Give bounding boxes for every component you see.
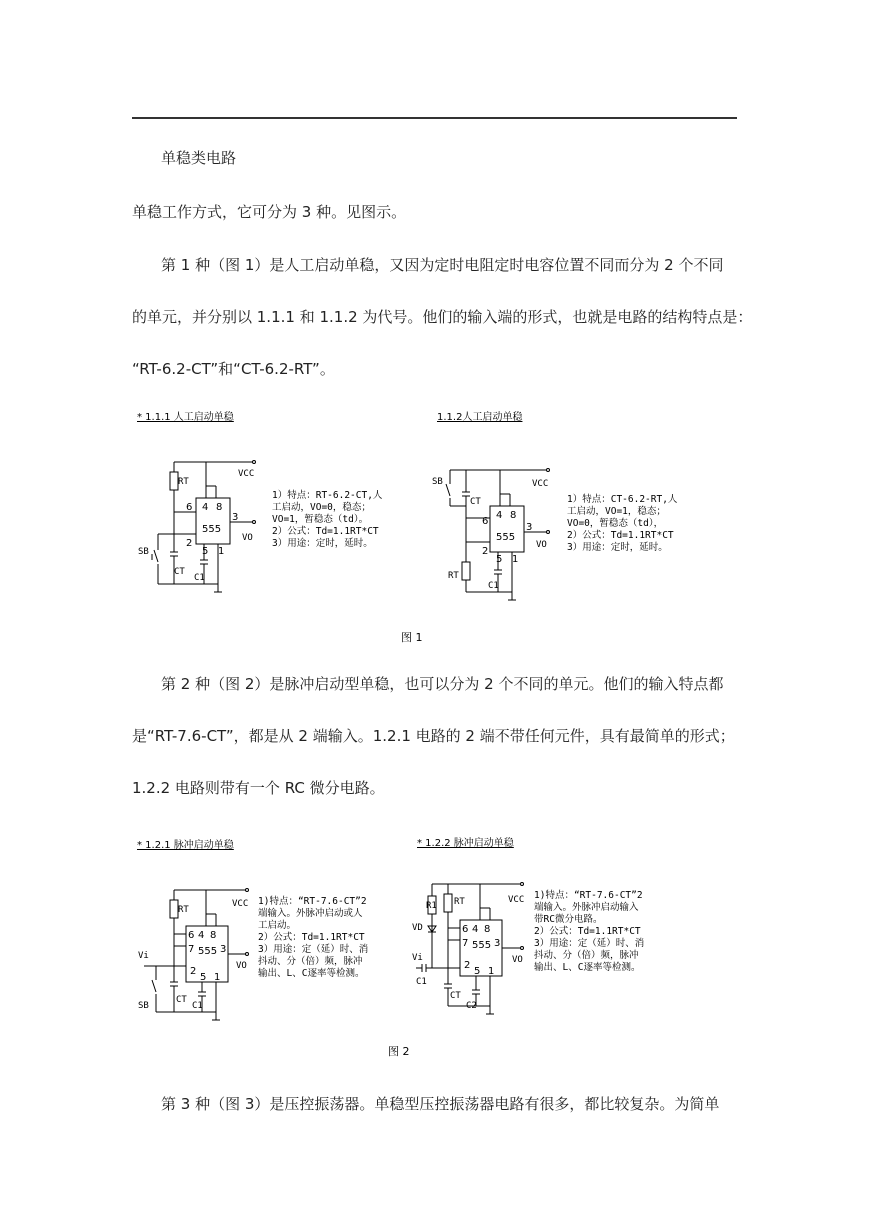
svg-text:5: 5: [200, 972, 207, 983]
svg-text:RT: RT: [454, 897, 465, 907]
fig1-note-a: 1）特点：RT-6.2-CT,人 工启动，VO=0，稳态； VO=1，暂稳态（td）。 2）公式：Td=1.1RT*CT 3）用途：定时，延时。: [272, 490, 383, 549]
svg-text:CT: CT: [176, 995, 187, 1005]
svg-text:5: 5: [474, 966, 481, 977]
fig1-caption-a: * 1.1.1 人工启动单稳: [137, 412, 234, 423]
vi-label: Vi: [138, 951, 149, 961]
sb-label-2: SB: [432, 477, 443, 487]
svg-text:8: 8: [510, 510, 517, 521]
c1-label: C1: [194, 573, 205, 583]
svg-text:4: 4: [496, 510, 503, 521]
paragraph-3-line-1: 第 2 种（图 2）是脉冲启动型单稳，也可以分为 2 个不同的单元。他们的输入特点都: [161, 675, 724, 693]
ct-label: CT: [174, 567, 185, 577]
svg-text:3: 3: [494, 938, 501, 949]
r1-label: R1: [426, 901, 437, 911]
svg-text:6: 6: [188, 930, 195, 941]
svg-text:555: 555: [496, 532, 516, 543]
svg-text:VCC: VCC: [232, 899, 249, 909]
fig2-caption-b: * 1.2.2 脉冲启动单稳: [417, 838, 514, 849]
svg-text:3: 3: [526, 522, 533, 533]
paragraph-2-line-1: 第 1 种（图 1）是人工启动单稳，又因为定时电阻定时电容位置不同而分为 2 个不同: [161, 256, 724, 274]
fig1-label: 图 1: [401, 631, 423, 644]
fig2-note-a: 1)特点：“RT-7.6-CT”2 端输入。外脉冲启动或人 工启动。 2）公式：Td=1.1RT*CT 3）用途：定（延）时、消 抖动、分（倍）频，脉冲 输出、L、C逐率等检测。: [258, 896, 369, 979]
svg-text:VO: VO: [512, 955, 523, 965]
svg-text:1: 1: [214, 972, 221, 983]
svg-text:2: 2: [482, 546, 489, 557]
svg-text:6: 6: [482, 516, 489, 527]
svg-text:VCC: VCC: [508, 895, 525, 905]
svg-text:4: 4: [202, 502, 209, 513]
top-rule: [132, 117, 737, 119]
paragraph-2-line-2: 的单元，并分别以 1.1.1 和 1.1.2 为代号。他们的输入端的形式，也就是电路的结构特点是：: [132, 308, 753, 326]
circuit-1-2-2: [410, 876, 535, 1021]
svg-text:555: 555: [198, 946, 218, 957]
svg-text:4: 4: [198, 930, 205, 941]
fig2-note-b: 1)特点：“RT-7.6-CT”2 端输入。外脉冲启动输入 带RC微分电路。 2）公式：Td=1.1RT*CT 3）用途：定（延）时、消 抖动、分（倍）频，脉冲 输出、L、C逐率等检测。: [534, 890, 645, 973]
svg-text:2: 2: [464, 960, 471, 971]
paragraph-1: 单稳工作方式，它可分为 3 种。见图示。: [132, 203, 407, 221]
svg-text:2: 2: [186, 538, 193, 549]
svg-text:8: 8: [216, 502, 223, 513]
svg-text:VO: VO: [236, 961, 247, 971]
svg-text:3: 3: [220, 944, 227, 955]
circuit-1-1-2: [430, 462, 570, 607]
vd-label: VD: [412, 923, 423, 933]
vcc-label: VCC: [238, 469, 255, 479]
paragraph-4: 第 3 种（图 3）是压控振荡器。单稳型压控振荡器电路有很多，都比较复杂。为简单: [161, 1095, 720, 1113]
fig2-caption-a: * 1.2.1 脉冲启动单稳: [137, 840, 234, 851]
svg-text:C1: C1: [416, 977, 427, 987]
section-title: 单稳类电路: [161, 149, 237, 167]
svg-text:4: 4: [472, 924, 479, 935]
c1-label-2: C1: [488, 581, 499, 591]
svg-text:CT: CT: [450, 991, 461, 1001]
rt-label: RT: [178, 477, 189, 487]
svg-text:5: 5: [496, 554, 503, 565]
svg-text:C1: C1: [192, 1001, 203, 1011]
svg-text:8: 8: [484, 924, 491, 935]
paragraph-3-line-3: 1.2.2 电路则带有一个 RC 微分电路。: [132, 779, 385, 797]
svg-text:5: 5: [202, 546, 209, 557]
paragraph-2-line-3: “RT-6.2-CT”和“CT-6.2-RT”。: [132, 360, 335, 378]
svg-text:555: 555: [472, 940, 492, 951]
svg-text:2: 2: [190, 966, 197, 977]
svg-text:1: 1: [488, 966, 495, 977]
svg-text:1: 1: [218, 546, 225, 557]
ct-label-2: CT: [470, 497, 481, 507]
svg-text:1: 1: [512, 554, 519, 565]
sb-label: SB: [138, 547, 149, 557]
paragraph-3-line-2: 是“RT-7.6-CT”，都是从 2 端输入。1.2.1 电路的 2 端不带任何元件，具有最简单的形式；: [132, 727, 735, 745]
vo-label: VO: [242, 533, 253, 543]
svg-text:RT: RT: [178, 905, 189, 915]
svg-text:C2: C2: [466, 1001, 477, 1011]
rt-label-2: RT: [448, 571, 459, 581]
svg-text:3: 3: [232, 512, 239, 523]
fig1-caption-b: 1.1.2人工启动单稳: [437, 412, 523, 423]
svg-text:8: 8: [210, 930, 217, 941]
fig2-label: 图 2: [388, 1045, 410, 1058]
vcc-label-2: VCC: [532, 479, 549, 489]
svg-text:SB: SB: [138, 1001, 149, 1011]
chip-label: 555: [202, 524, 222, 535]
svg-text:6: 6: [462, 924, 469, 935]
fig1-note-b: 1）特点：CT-6.2-RT,人 工启动，VO=1，稳态； VO=0，暂稳态（td）， 2）公式：Td=1.1RT*CT 3）用途：定时，延时。: [567, 494, 678, 553]
svg-text:7: 7: [188, 944, 195, 955]
svg-text:Vi: Vi: [412, 953, 423, 963]
svg-text:6: 6: [186, 502, 193, 513]
circuit-1-2-1: [136, 882, 256, 1027]
vo-label-2: VO: [536, 540, 547, 550]
svg-text:7: 7: [462, 938, 469, 949]
circuit-1-1-1: [130, 450, 270, 600]
